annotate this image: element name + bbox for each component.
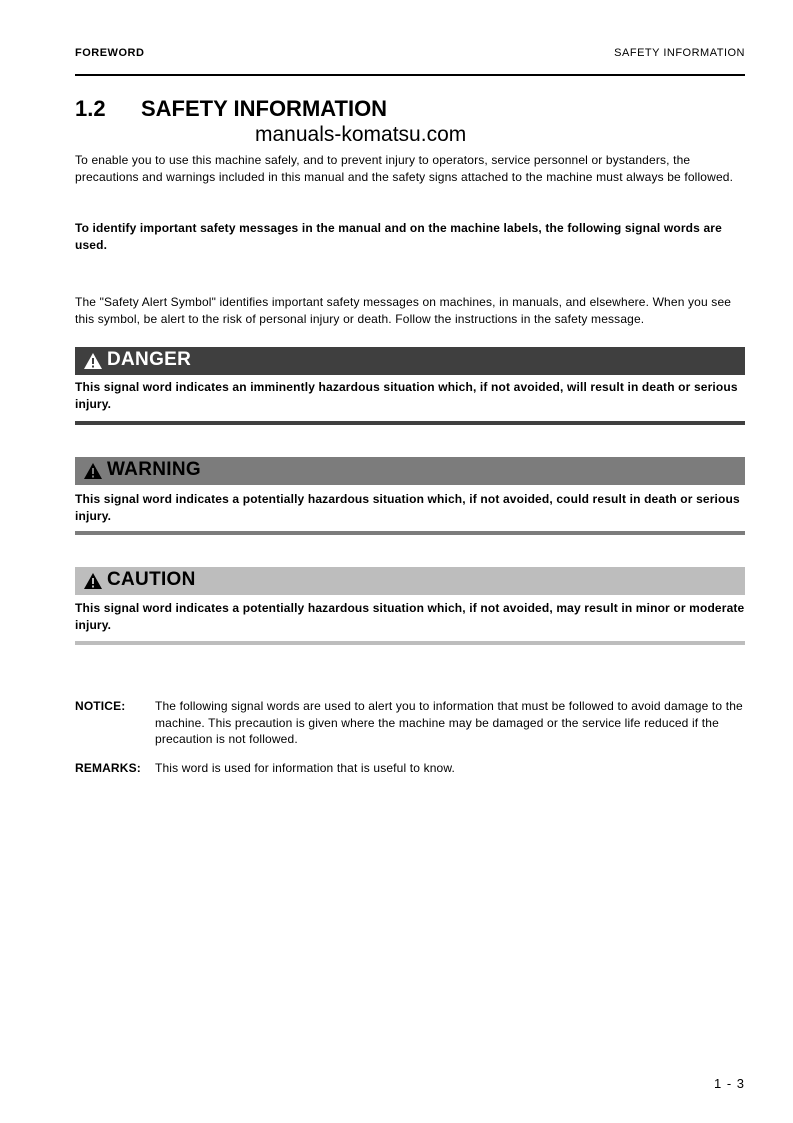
section-title [75, 96, 387, 122]
caution-banner [75, 567, 745, 595]
signal-words-intro: To identify important safety messages in the manual and on the machine labels, the following signal words are used. [75, 221, 722, 252]
warning-triangle-icon [83, 462, 103, 480]
warning-label: WARNING [107, 459, 201, 480]
header-chapter: FOREWORD [75, 47, 145, 59]
remarks-text: This word is used for information that is useful to know. [155, 761, 456, 775]
danger-rule [75, 421, 745, 425]
notice-term: NOTICE: [75, 699, 126, 713]
warning-description: This signal word indicates a potentially hazardous situation which, if not avoided, could result in death or serious injury. [75, 492, 740, 523]
danger-description: This signal word indicates an imminently hazardous situation which, if not avoided, will result in death or serious injury. [75, 380, 738, 411]
watermark: manuals-komatsu.com [255, 123, 467, 146]
caution-rule [75, 641, 745, 645]
remarks-term: REMARKS: [75, 761, 141, 775]
warning-triangle-icon [83, 572, 103, 590]
section-title-text: SAFETY INFORMATION [141, 96, 388, 121]
safety-alert-symbol-paragraph: The "Safety Alert Symbol" identifies important safety messages on machines, in manuals, and elsewhere. When you see this symbol, be alert to the risk of personal injury or death. Follow the instructions in the safety message. [75, 295, 732, 326]
caution-label: CAUTION [107, 569, 196, 590]
header-divider [75, 74, 745, 76]
section-number: 1.2 [75, 96, 106, 121]
page-header [75, 47, 745, 63]
intro-paragraph: To enable you to use this machine safely, and to prevent injury to operators, service personnel or bystanders, the precautions and warnings included in this manual and the safety signs attached to the machine must always be followed. [75, 153, 734, 184]
warning-rule [75, 531, 745, 535]
caution-description: This signal word indicates a potentially hazardous situation which, if not avoided, may result in minor or moderate injury. [75, 601, 745, 632]
warning-triangle-icon [83, 352, 103, 370]
danger-banner [75, 347, 745, 375]
page-number: 1 - 3 [713, 1076, 745, 1091]
header-section: SAFETY INFORMATION [614, 47, 745, 59]
danger-label: DANGER [107, 349, 192, 370]
warning-banner [75, 457, 745, 485]
notice-text: The following signal words are used to alert you to information that must be followed to avoid damage to the machine. This precaution is given where the machine may be damaged or the service life reduced if the precaution is not followed. [155, 699, 743, 746]
